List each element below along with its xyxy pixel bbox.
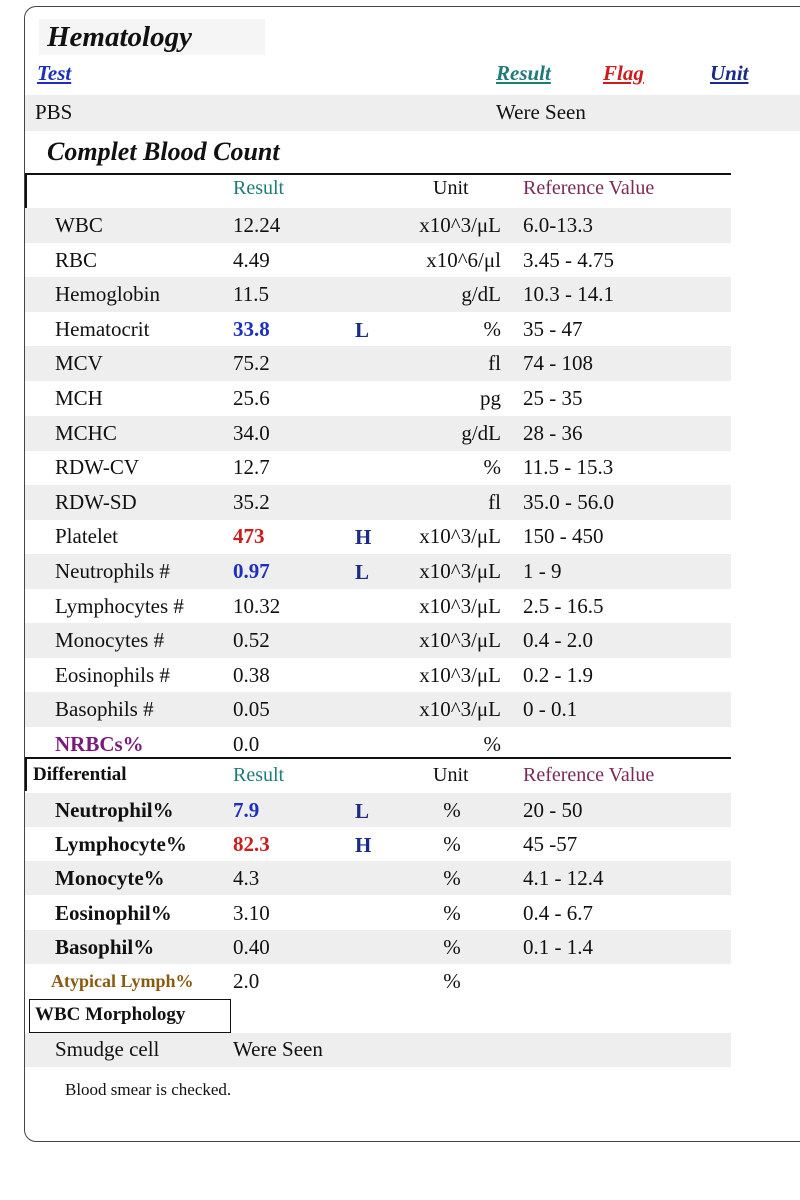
diff-flag: L xyxy=(355,799,370,823)
cbc-reference-range: 6.0-13.3 xyxy=(523,213,593,237)
cbc-result-value: 12.24 xyxy=(233,213,281,237)
smudge-cell-name: Smudge cell xyxy=(55,1037,160,1061)
result-column-header[interactable]: Result xyxy=(496,61,551,85)
diff-left-rule xyxy=(25,757,27,791)
hematology-report xyxy=(24,6,800,1142)
cbc-unit: pg xyxy=(480,386,501,410)
cbc-reference-range: 150 - 450 xyxy=(523,524,604,548)
wbc-morphology-title: WBC Morphology xyxy=(35,1004,186,1025)
diff-unit: % xyxy=(443,935,461,959)
cbc-reference-range: 74 - 108 xyxy=(523,351,593,375)
cbc-result-heading: Result xyxy=(233,177,285,199)
smudge-cell-result: Were Seen xyxy=(233,1037,323,1061)
diff-test-name: Atypical Lymph% xyxy=(51,971,194,991)
diff-unit: % xyxy=(443,866,461,890)
diff-unit-heading: Unit xyxy=(433,764,469,786)
diff-reference-range: 0.4 - 6.7 xyxy=(523,901,593,925)
cbc-result-value: 0.97 xyxy=(233,559,270,583)
cbc-reference-range: 0 - 0.1 xyxy=(523,697,578,721)
report-title: Hematology xyxy=(47,21,192,53)
cbc-result-value: 12.7 xyxy=(233,455,270,479)
cbc-reference-range: 25 - 35 xyxy=(523,386,583,410)
cbc-unit: % xyxy=(483,732,501,756)
diff-test-name: Eosinophil% xyxy=(55,901,172,925)
pbs-row-band xyxy=(25,95,800,131)
cbc-result-value: 25.6 xyxy=(233,386,270,410)
cbc-unit: % xyxy=(483,317,501,341)
diff-result-value: 7.9 xyxy=(233,798,260,822)
cbc-reference-range: 35 - 47 xyxy=(523,317,583,341)
cbc-result-value: 0.38 xyxy=(233,663,270,687)
unit-column-header[interactable]: Unit xyxy=(710,61,749,85)
diff-reference-range: 4.1 - 12.4 xyxy=(523,866,604,890)
cbc-test-name: Monocytes # xyxy=(55,628,165,652)
cbc-flag: L xyxy=(355,318,370,342)
cbc-reference-heading: Reference Value xyxy=(523,177,655,199)
cbc-reference-range: 2.5 - 16.5 xyxy=(523,594,604,618)
cbc-test-name: MCV xyxy=(55,351,103,375)
flag-column-header[interactable]: Flag xyxy=(603,61,644,85)
diff-result-value: 3.10 xyxy=(233,901,270,925)
cbc-test-name: Platelet xyxy=(55,524,118,548)
cbc-reference-range: 0.2 - 1.9 xyxy=(523,663,593,687)
diff-reference-range: 20 - 50 xyxy=(523,798,583,822)
diff-unit: % xyxy=(443,832,461,856)
cbc-left-rule xyxy=(25,173,27,209)
diff-unit: % xyxy=(443,969,461,993)
cbc-test-name: Basophils # xyxy=(55,697,154,721)
cbc-reference-range: 35.0 - 56.0 xyxy=(523,490,614,514)
cbc-flag: H xyxy=(355,525,372,549)
cbc-result-value: 34.0 xyxy=(233,421,270,445)
cbc-row-band xyxy=(25,208,731,243)
cbc-test-name: Eosinophils # xyxy=(55,663,170,687)
cbc-unit: x10^3/μL xyxy=(419,559,501,583)
cbc-reference-range: 28 - 36 xyxy=(523,421,583,445)
cbc-result-value: 0.52 xyxy=(233,628,270,652)
cbc-reference-range: 11.5 - 15.3 xyxy=(523,455,614,479)
diff-test-name: Basophil% xyxy=(55,935,155,959)
cbc-unit: fl xyxy=(488,351,501,375)
cbc-result-value: 4.49 xyxy=(233,248,270,272)
test-column-header[interactable]: Test xyxy=(37,61,72,85)
cbc-unit: x10^6/μl xyxy=(426,248,501,272)
diff-result-heading: Result xyxy=(233,764,285,786)
cbc-result-value: 10.32 xyxy=(233,594,281,618)
diff-unit: % xyxy=(443,901,461,925)
cbc-reference-range: 10.3 - 14.1 xyxy=(523,282,614,306)
cbc-test-name: NRBCs% xyxy=(55,732,144,756)
cbc-flag: L xyxy=(355,560,370,584)
cbc-unit: x10^3/μL xyxy=(419,524,501,548)
cbc-test-name: MCHC xyxy=(55,421,117,445)
cbc-unit: x10^3/μL xyxy=(419,663,501,687)
cbc-result-value: 33.8 xyxy=(233,317,270,341)
cbc-result-value: 11.5 xyxy=(233,282,269,306)
diff-result-value: 0.40 xyxy=(233,935,270,959)
cbc-reference-range: 3.45 - 4.75 xyxy=(523,248,614,272)
report-note: Blood smear is checked. xyxy=(65,1080,232,1099)
cbc-reference-range: 1 - 9 xyxy=(523,559,562,583)
cbc-result-value: 473 xyxy=(233,524,265,548)
diff-flag: H xyxy=(355,833,372,857)
cbc-unit-heading: Unit xyxy=(433,177,469,199)
cbc-test-name: Hematocrit xyxy=(55,317,150,341)
diff-reference-heading: Reference Value xyxy=(523,764,655,786)
diff-test-name: Neutrophil% xyxy=(55,798,174,822)
diff-reference-range: 0.1 - 1.4 xyxy=(523,935,593,959)
cbc-unit: fl xyxy=(488,490,501,514)
differential-section-title: Differential xyxy=(33,764,127,785)
cbc-unit: x10^3/μL xyxy=(419,628,501,652)
cbc-reference-range: 0.4 - 2.0 xyxy=(523,628,593,652)
cbc-row-band xyxy=(25,346,731,381)
cbc-unit: g/dL xyxy=(461,282,501,306)
cbc-result-value: 35.2 xyxy=(233,490,270,514)
cbc-unit: % xyxy=(483,455,501,479)
cbc-test-name: RBC xyxy=(55,248,98,272)
cbc-section-title: Complet Blood Count xyxy=(47,137,280,166)
cbc-test-name: WBC xyxy=(55,213,103,237)
cbc-test-name: MCH xyxy=(55,386,103,410)
diff-result-value: 82.3 xyxy=(233,832,270,856)
cbc-result-value: 75.2 xyxy=(233,351,270,375)
diff-unit: % xyxy=(443,798,461,822)
diff-reference-range: 45 -57 xyxy=(523,832,578,856)
cbc-top-rule xyxy=(25,173,731,175)
cbc-unit: g/dL xyxy=(461,421,501,445)
cbc-row-band xyxy=(25,416,731,451)
diff-top-rule xyxy=(25,757,731,759)
cbc-result-value: 0.0 xyxy=(233,732,260,756)
diff-result-value: 2.0 xyxy=(233,969,260,993)
diff-test-name: Lymphocyte% xyxy=(55,832,187,856)
cbc-test-name: RDW-CV xyxy=(55,455,139,479)
cbc-unit: x10^3/μL xyxy=(419,213,501,237)
cbc-unit: x10^3/μL xyxy=(419,594,501,618)
cbc-result-value: 0.05 xyxy=(233,697,270,721)
cbc-test-name: Neutrophils # xyxy=(55,559,170,583)
diff-test-name: Monocyte% xyxy=(55,866,165,890)
pbs-result: Were Seen xyxy=(496,100,586,124)
cbc-unit: x10^3/μL xyxy=(419,697,501,721)
cbc-test-name: Lymphocytes # xyxy=(55,594,184,618)
cbc-test-name: Hemoglobin xyxy=(55,282,160,306)
cbc-test-name: RDW-SD xyxy=(55,490,137,514)
diff-result-value: 4.3 xyxy=(233,866,260,890)
pbs-test-name: PBS xyxy=(35,100,73,124)
